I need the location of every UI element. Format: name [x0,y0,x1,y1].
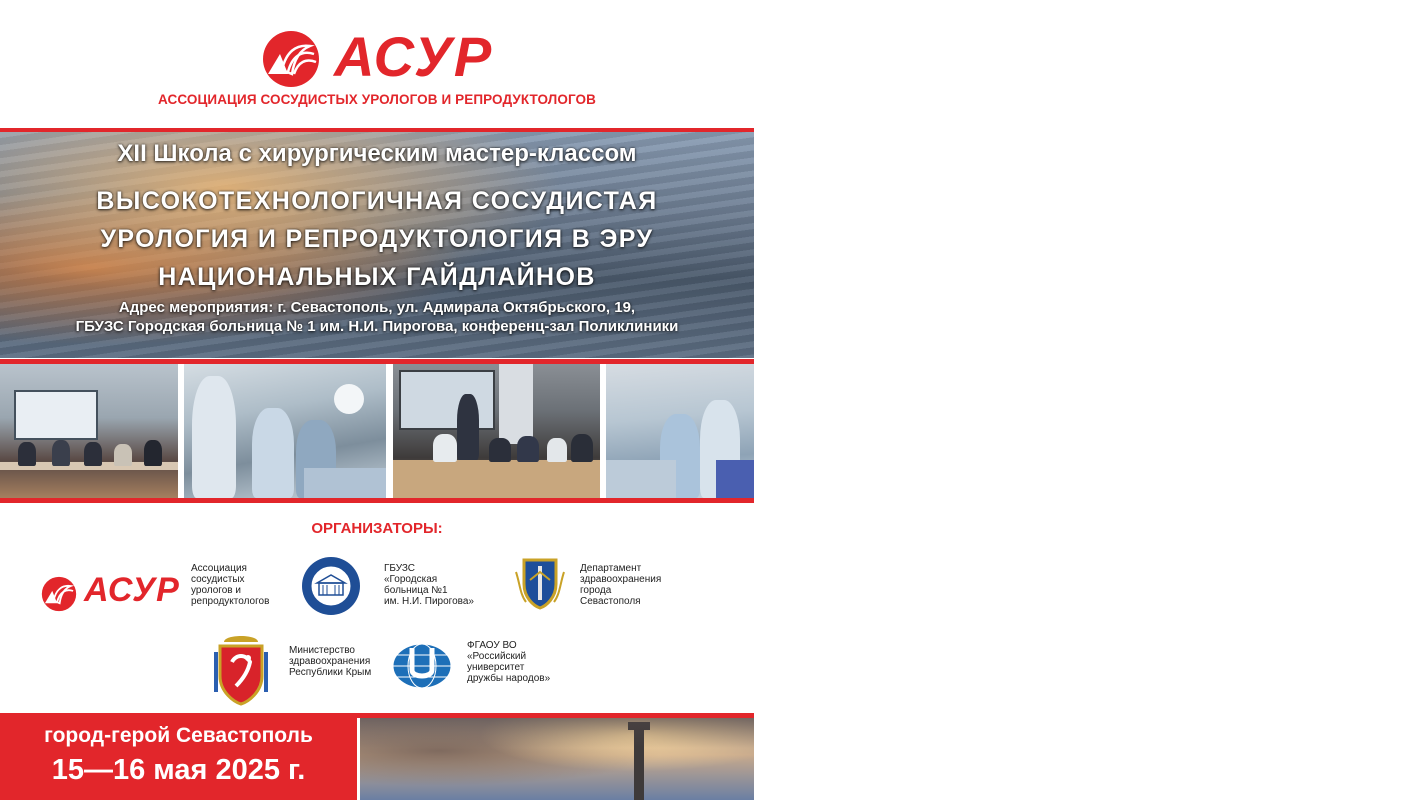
organizers-title: ОРГАНИЗАТОРЫ: [311,520,443,537]
asur-logo-icon [260,30,322,88]
sevastopol-monument-photo [360,718,754,800]
operating-room-photo [606,364,754,498]
event-address [0,298,754,336]
date-block [0,718,357,800]
surgery-photo [184,364,386,498]
rudn-globe-icon [392,642,452,690]
divider [0,498,754,503]
asur-logo-text: АСУР [334,25,494,88]
organizer-hospital-name: ГБУЗС «Городская больница №1 им. Н.И. Пирогова» [384,563,474,607]
hospital-seal-icon [301,556,361,616]
event-dates: 15—16 мая 2025 г. [51,754,306,786]
organizer-asur-name: Ассоциация сосудистых урологов и репродуктологов [191,563,270,607]
address-line: ГБУЗС Городская больница № 1 им. Н.И. Пирогова, конференц-зал Поликлиники [75,318,679,335]
association-name: АССОЦИАЦИЯ СОСУДИСТЫХ УРОЛОГОВ И РЕПРОДУКТОЛОГОВ [157,92,597,107]
photo-strip [0,364,754,498]
asur-logo-icon [40,576,78,612]
event-headline [0,182,754,296]
presidium-photo [393,364,600,498]
headline-line: УРОЛОГИЯ И РЕПРОДУКТОЛОГИЯ В ЭРУ [100,225,654,253]
organizer-sevastopol-department-name: Департамент здравоохранения города Севастополя [580,563,662,607]
asur-logo-text: АСУР [84,571,180,609]
organizer-rudn-name: ФГАОУ ВО «Российский университет дружбы народов» [467,640,551,684]
title-banner [0,132,754,358]
event-city: город-герой Севастополь [44,724,313,747]
headline-line: ВЫСОКОТЕХНОЛОГИЧНАЯ СОСУДИСТАЯ [96,187,658,215]
school-title: XII Школа с хирургическим мастер-классом [117,140,637,167]
organizer-crimea-ministry-name: Министерство здравоохранения Республики Крым [289,645,372,678]
crimea-coat-of-arms-icon [212,632,270,706]
poster-header [0,0,754,128]
headline-line: НАЦИОНАЛЬНЫХ ГАЙДЛАЙНОВ [158,263,596,291]
address-line: Адрес мероприятия: г. Севастополь, ул. Адмирала Октябрьского, 19, [118,299,636,316]
sevastopol-coat-of-arms-icon [512,554,568,610]
conference-panel-photo [0,364,178,498]
